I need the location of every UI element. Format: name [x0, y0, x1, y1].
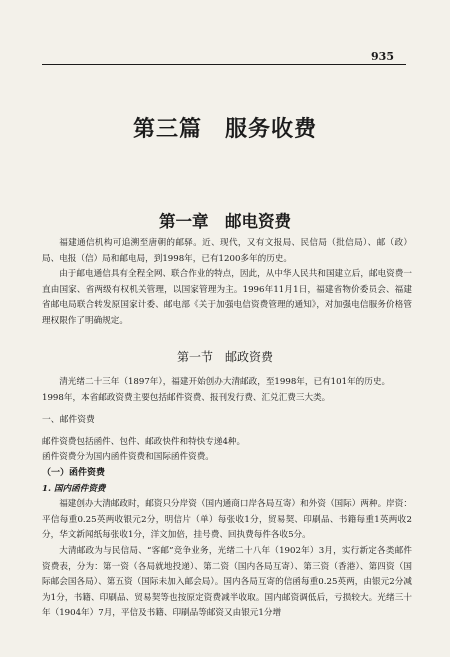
page-number: 935: [371, 50, 394, 63]
section-intro-paragraph: 1998年，本省邮政资费主要包括邮件资费、报刊发行费、汇兑汇费三大类。: [42, 392, 331, 403]
chapter-title: 第一章 邮电资费: [159, 212, 291, 231]
section-title: 第一节 邮政资费: [176, 350, 273, 364]
section-intro-paragraph: 清光绪二十三年（1897年），福建开始创办大清邮政，至1998年，已有101年的历史。: [59, 377, 391, 387]
header-rule: [42, 64, 406, 65]
subsection-paragraph: 函件资费分为国内函件资费和国际函件资费。: [42, 452, 214, 463]
chapter-intro: [42, 236, 412, 330]
subitem-heading: 1. 国内函件资费: [42, 483, 106, 494]
section-body: [42, 375, 412, 622]
subsection-paragraph: 邮件资费包括函件、包件、邮政快件和特快专递4种。: [42, 436, 246, 447]
item-heading: （一）函件资费: [42, 467, 106, 478]
part-title: 第三篇 服务收费: [132, 116, 317, 142]
subsection-heading: 一、邮件资费: [42, 415, 95, 426]
intro-paragraph: 由于邮电通信具有全程全网、联合作业的特点，因此，从中华人民共和国建立后，邮电资费一直由国家、省两级有权机关管理，以国家管理为主。1996年11月1日，福建省物价委员会、福建省邮电局联合转发原国家计委、邮电部《关于加强电信资费管理的通知》，对加强电信服务价格管理权限作了明确规定。: [42, 269, 412, 326]
intro-paragraph: 福建通信机构可追溯至唐朝的邮驿。近、现代，又有文报局、民信局（批信局）、邮（政）局、电报（信）局和邮电局，到1998年，已有1200多年的历史。: [42, 238, 412, 264]
body-paragraph: 福建创办大清邮政时，邮资只分岸资（国内通商口岸各局互寄）和外资（国际）两种。岸资：平信每重0.25英两收银元2分，明信片（单）每张收1分，贸易契、印刷品、书籍每重1英两收2分，华文新闻纸每张收1分，洋文加倍，挂号费、回执费每件各收5分。: [42, 499, 412, 541]
body-paragraph: 大清邮政为与民信局、“客邮”竞争业务，光绪二十八年（1902年）3月，实行新定各类邮件资费表，分为：第一资（各局就地投递）、第二资（国内各局互寄）、第三资（香港）、第四资（国际邮会国各局）、第五资（国际未加入邮会局）。国内各局互寄的信函每重0.25英两，由银元2分减为1分，书籍、印刷品、贸易契等也按原定资费减半收取。国内邮资调低后，亏损较大。光绪三十年（1904年）7月，平信及书籍、印刷品等邮资又由银元1分增: [42, 545, 412, 619]
